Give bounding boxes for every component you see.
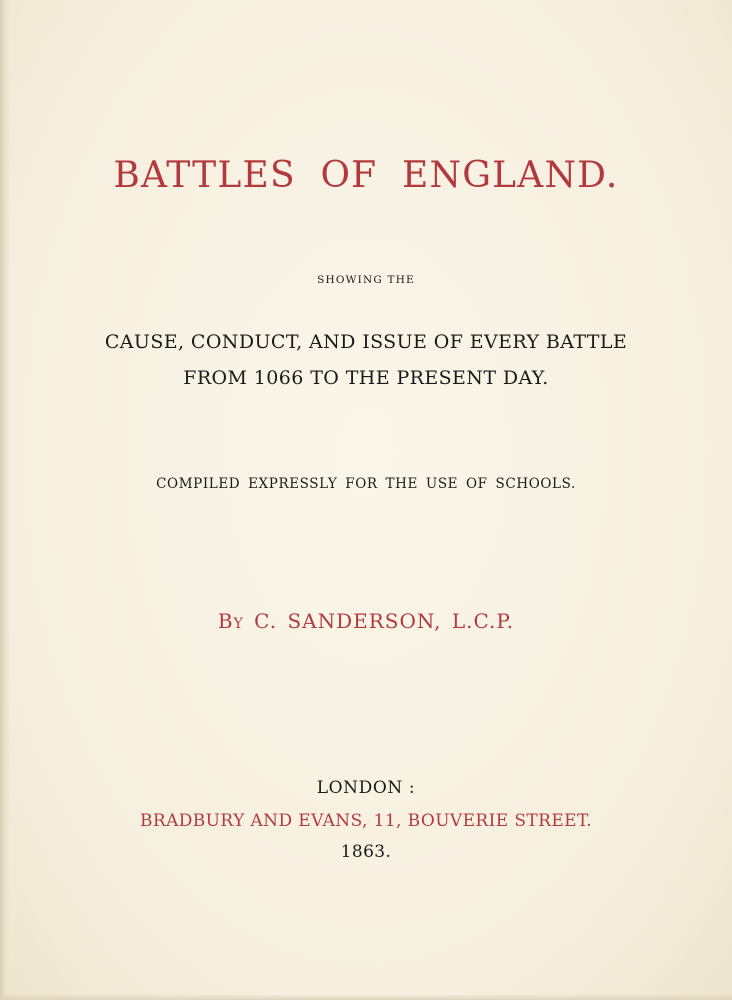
imprint-publisher: BRADBURY AND EVANS, 11, BOUVERIE STREET. (139, 811, 592, 831)
author-by-rest: Y (233, 616, 244, 632)
author-by-initial: B (217, 609, 234, 633)
compiled-for-schools-line: COMPILED EXPRESSLY FOR THE USE OF SCHOOLS. (156, 476, 576, 492)
imprint-year: 1863. (340, 842, 392, 862)
imprint-city: LONDON : (316, 778, 416, 798)
subtitle-line-2: FROM 1066 TO THE PRESENT DAY. (183, 367, 549, 389)
subtitle-line-1: CAUSE, CONDUCT, AND ISSUE OF EVERY BATTLE (104, 331, 628, 353)
author-line (0, 609, 732, 633)
author-name: C. SANDERSON, L.C.P. (254, 609, 515, 633)
page-bottom-shadow (0, 994, 732, 1000)
book-title: BATTLES OF ENGLAND. (113, 155, 619, 196)
showing-the-label: SHOWING THE (317, 274, 415, 286)
